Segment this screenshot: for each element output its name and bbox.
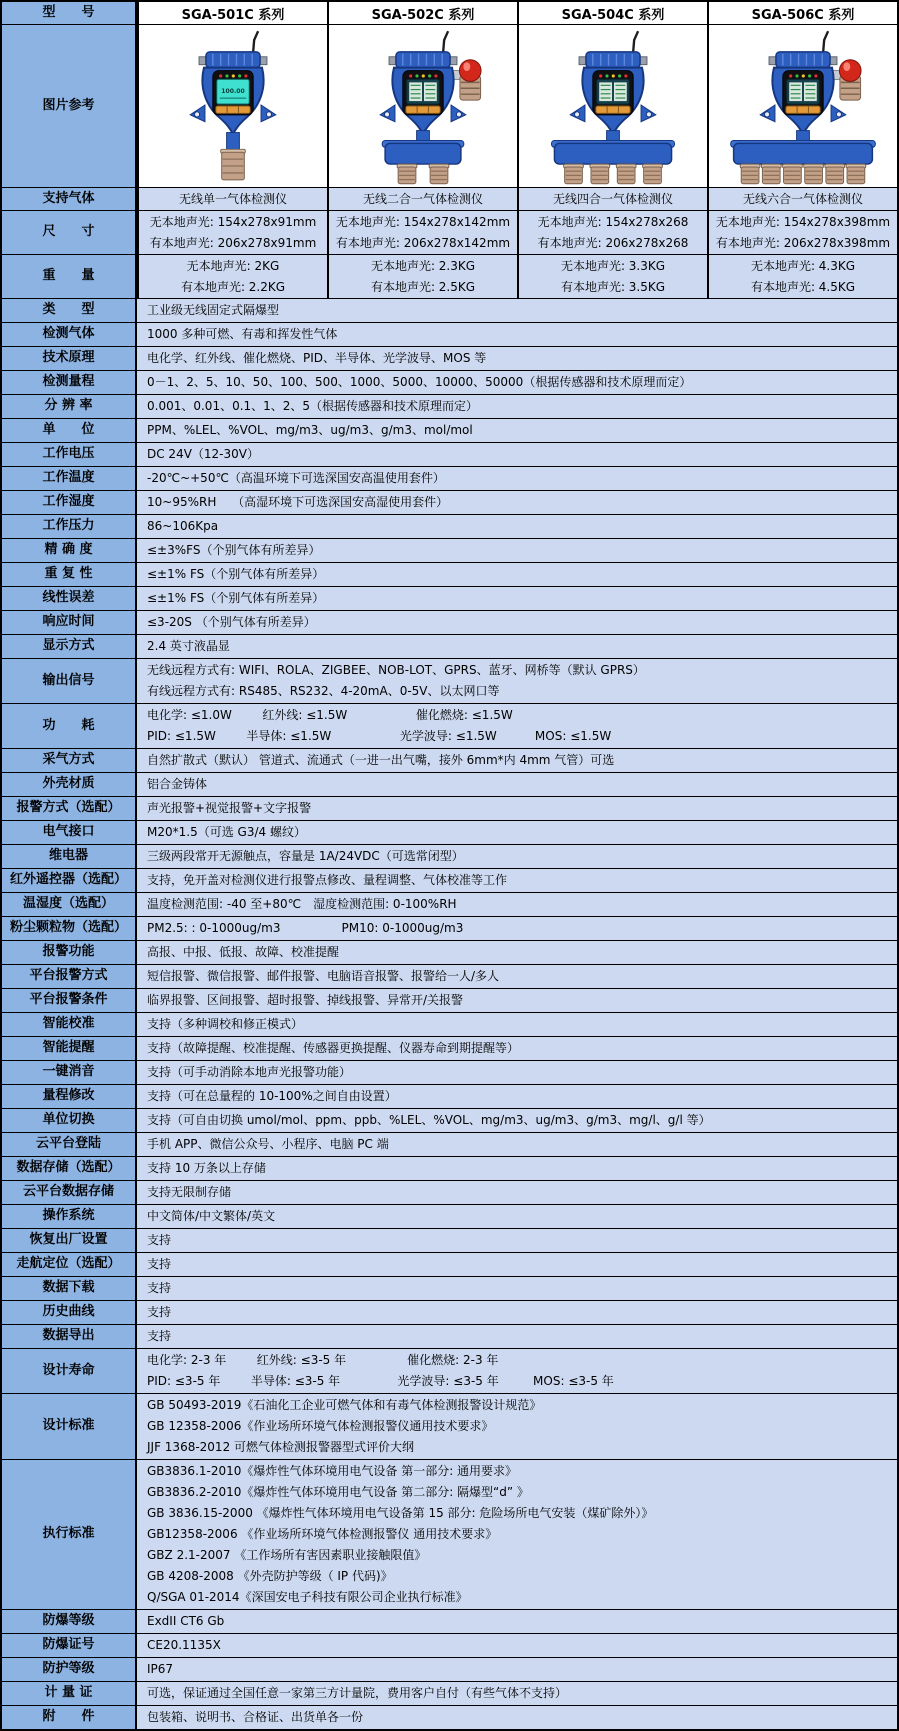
spec-row-label: 工作压力 — [2, 515, 137, 538]
dimension-value — [707, 211, 897, 254]
spec-row-label: 智能校准 — [2, 1013, 137, 1036]
model-header-1: SGA-501C 系列 — [137, 2, 327, 24]
weight-text: 有本地声光: 3.5KG — [560, 279, 666, 294]
spec-row-label: 计 量 证 — [2, 1682, 137, 1705]
weight-text: 有本地声光: 2.5KG — [370, 279, 476, 294]
spec-row-label: 工作温度 — [2, 467, 137, 490]
weight-value — [707, 255, 897, 298]
spec-row-value — [137, 467, 897, 490]
spec-row — [2, 563, 897, 587]
spec-row-label: 防护等级 — [2, 1658, 137, 1681]
spec-row — [2, 917, 897, 941]
gas-type-value — [517, 188, 707, 210]
supported-gas-row — [2, 188, 897, 211]
weight-row — [2, 255, 897, 299]
spec-row — [2, 821, 897, 845]
spec-row — [2, 1394, 897, 1460]
spec-line: 支持 — [147, 1233, 172, 1247]
spec-line: Q/SGA 01-2014《深国安电子科技有限公司企业执行标准》 — [147, 1590, 468, 1604]
spec-row — [2, 845, 897, 869]
weight-text: 有本地声光: 4.5KG — [750, 279, 856, 294]
spec-row-value — [137, 371, 897, 394]
spec-row — [2, 539, 897, 563]
spec-row-label: 量程修改 — [2, 1085, 137, 1108]
spec-line: ≤±1% FS（个别气体有所差异） — [147, 591, 325, 605]
spec-row — [2, 1133, 897, 1157]
spec-line: PID: ≤3-5 年 半导体: ≤3-5 年 光学波导: ≤3-5 年 MOS: ≤3-5 年 — [147, 1374, 614, 1388]
spec-line: 支持无限制存储 — [147, 1185, 232, 1199]
spec-line: GB12358-2006 《作业场所环境气体检测报警仪 通用技术要求》 — [147, 1527, 498, 1541]
spec-row-label: 设计寿命 — [2, 1349, 137, 1393]
spec-row-label: 维电器 — [2, 845, 137, 868]
image-row-label: 图片参考 — [2, 25, 137, 187]
spec-line: 电化学: ≤1.0W 红外线: ≤1.5W 催化燃烧: ≤1.5W — [147, 708, 513, 722]
gas-type-value — [327, 188, 517, 210]
dimension-value — [517, 211, 707, 254]
spec-row-label: 技术原理 — [2, 347, 137, 370]
spec-row-value — [137, 563, 897, 586]
spec-row-value — [137, 491, 897, 514]
spec-row-value — [137, 539, 897, 562]
spec-row — [2, 1037, 897, 1061]
spec-row — [2, 1658, 897, 1682]
weight-text: 无本地声光: 3.3KG — [560, 258, 666, 273]
spec-line: 有线远程方式有: RS485、RS232、4-20mA、0-5V、以太网口等 — [147, 684, 500, 698]
dimension-text: 无本地声光: 154x278x142mm — [335, 214, 511, 229]
spec-line: 包装箱、说明书、合格证、出货单各一份 — [147, 1710, 364, 1724]
spec-row-label: 一键消音 — [2, 1061, 137, 1084]
product-image-sga-501c — [137, 25, 327, 187]
spec-row-value — [137, 395, 897, 418]
spec-row — [2, 1229, 897, 1253]
spec-row-label: 检测量程 — [2, 371, 137, 394]
spec-row — [2, 1253, 897, 1277]
spec-line: 2.4 英寸液晶显 — [147, 639, 230, 653]
spec-row — [2, 1682, 897, 1706]
spec-row-label: 报警方式（选配） — [2, 797, 137, 820]
spec-line: 支持（故障提醒、校准提醒、传感器更换提醒、仪器寿命到期提醒等） — [147, 1041, 520, 1055]
spec-row — [2, 1205, 897, 1229]
spec-row — [2, 1610, 897, 1634]
spec-line: 临界报警、区间报警、超时报警、掉线报警、异常开/关报警 — [147, 993, 464, 1007]
spec-row-value — [137, 1205, 897, 1228]
spec-row — [2, 1061, 897, 1085]
weight-text: 无本地声光: 2.3KG — [370, 258, 476, 273]
spec-row — [2, 419, 897, 443]
spec-row-value — [137, 443, 897, 466]
spec-row-value — [137, 704, 897, 748]
spec-line: 支持 — [147, 1281, 172, 1295]
spec-row — [2, 299, 897, 323]
spec-line: CE20.1135X — [147, 1638, 221, 1652]
product-image-sga-502c — [327, 25, 517, 187]
spec-line: 支持（多种调校和修正模式） — [147, 1017, 304, 1031]
spec-row-value — [137, 917, 897, 940]
spec-row — [2, 1634, 897, 1658]
spec-row-label: 执行标准 — [2, 1460, 137, 1609]
spec-row — [2, 773, 897, 797]
spec-row-label: 报警功能 — [2, 941, 137, 964]
spec-row — [2, 659, 897, 704]
image-reference-row — [2, 25, 897, 188]
spec-row-label: 功 耗 — [2, 704, 137, 748]
spec-line: 10~95%RH （高湿环境下可选深国安高湿使用套件） — [147, 495, 449, 509]
spec-row-label: 外壳材质 — [2, 773, 137, 796]
spec-line: PID: ≤1.5W 半导体: ≤1.5W 光学波导: ≤1.5W MOS: ≤1.5W — [147, 729, 612, 743]
spec-row-value — [137, 989, 897, 1012]
spec-row — [2, 323, 897, 347]
spec-row — [2, 611, 897, 635]
spec-row — [2, 635, 897, 659]
spec-row-value — [137, 773, 897, 796]
spec-row-label: 走航定位（选配） — [2, 1253, 137, 1276]
gas-type-value — [707, 188, 897, 210]
spec-row — [2, 1460, 897, 1610]
spec-row-value — [137, 1634, 897, 1657]
gas-type-text: 无线二合一气体检测仪 — [362, 191, 483, 206]
spec-row — [2, 1349, 897, 1394]
spec-row-label: 操作系统 — [2, 1205, 137, 1228]
spec-row-value — [137, 1061, 897, 1084]
spec-row-value — [137, 611, 897, 634]
spec-row — [2, 704, 897, 749]
model-header-2: SGA-502C 系列 — [327, 2, 517, 24]
weight-text: 无本地声光: 2KG — [186, 258, 280, 273]
spec-line: GB 4208-2008 《外壳防护等级（ IP 代码)》 — [147, 1569, 393, 1583]
spec-row — [2, 515, 897, 539]
spec-line: 工业级无线固定式隔爆型 — [147, 303, 280, 317]
weight-value — [137, 255, 327, 298]
spec-line: GB3836.2-2010《爆炸性气体环境用电气设备 第二部分: 隔爆型“d” 》 — [147, 1485, 529, 1499]
spec-row-value — [137, 635, 897, 658]
spec-row-value — [137, 419, 897, 442]
spec-row-value — [137, 869, 897, 892]
dimension-text: 有本地声光: 206x278x91mm — [149, 235, 317, 250]
spec-line: ≤±3%FS（个别气体有所差异） — [147, 543, 321, 557]
header-model-label: 型 号 — [2, 2, 137, 24]
spec-row-label: 单位切换 — [2, 1109, 137, 1132]
spec-row-value — [137, 1301, 897, 1324]
spec-line: ≤3-20S （个别气体有所差异） — [147, 615, 316, 629]
spec-row-value — [137, 323, 897, 346]
spec-line: GB3836.1-2010《爆炸性气体环境用电气设备 第一部分: 通用要求》 — [147, 1464, 518, 1478]
spec-row-value — [137, 1037, 897, 1060]
spec-row-value — [137, 515, 897, 538]
spec-row-value — [137, 1085, 897, 1108]
spec-line: 手机 APP、微信公众号、小程序、电脑 PC 端 — [147, 1137, 389, 1151]
spec-line: 0.001、0.01、0.1、1、2、5（根据传感器和技术原理而定） — [147, 399, 479, 413]
dimension-value — [327, 211, 517, 254]
dimension-text: 无本地声光: 154x278x268 — [537, 214, 689, 229]
spec-row — [2, 965, 897, 989]
spec-row — [2, 587, 897, 611]
spec-row-value — [137, 1658, 897, 1681]
spec-row — [2, 1085, 897, 1109]
dimension-text: 无本地声光: 154x278x91mm — [149, 214, 317, 229]
spec-row-value — [137, 1133, 897, 1156]
spec-row — [2, 467, 897, 491]
spec-row-value — [137, 1460, 897, 1609]
spec-row-value — [137, 845, 897, 868]
spec-row-value — [137, 299, 897, 322]
spec-row-label: 响应时间 — [2, 611, 137, 634]
spec-line: 自然扩散式（默认） 管道式、流通式（一进一出气嘴，接外 6mm*内 4mm 气管）可选 — [147, 753, 615, 767]
spec-row-value — [137, 965, 897, 988]
spec-row-value — [137, 347, 897, 370]
spec-row — [2, 395, 897, 419]
spec-row-value — [137, 1610, 897, 1633]
spec-row-label: 工作湿度 — [2, 491, 137, 514]
spec-row-value — [137, 821, 897, 844]
spec-line: 支持，免开盖对检测仪进行报警点修改、量程调整、气体校准等工作 — [147, 873, 508, 887]
spec-row-value — [137, 1229, 897, 1252]
spec-line: 0－1、2、5、10、50、100、500、1000、5000、10000、50000（根据传感器和技术原理而定） — [147, 375, 692, 389]
spec-row — [2, 1157, 897, 1181]
spec-line: 短信报警、微信报警、邮件报警、电脑语音报警、报警给一人/多人 — [147, 969, 500, 983]
spec-row — [2, 869, 897, 893]
spec-row-label: 分 辨 率 — [2, 395, 137, 418]
spec-row — [2, 941, 897, 965]
spec-line: 支持（可自由切换 umol/mol、ppm、ppb、%LEL、%VOL、mg/m3、ug/m3、g/m3、mg/l、g/l 等） — [147, 1113, 711, 1127]
spec-line: GB 12358-2006《作业场所环境气体检测报警仪通用技术要求》 — [147, 1419, 494, 1433]
dimension-value — [137, 211, 327, 254]
spec-line: 铝合金铸体 — [147, 777, 208, 791]
spec-row — [2, 347, 897, 371]
spec-line: 支持 — [147, 1257, 172, 1271]
spec-line: 电化学、红外线、催化燃烧、PID、半导体、光学波导、MOS 等 — [147, 351, 487, 365]
gas-row-label: 支持气体 — [2, 188, 137, 210]
spec-line: IP67 — [147, 1662, 174, 1676]
spec-line: 温度检测范围: -40 至+80℃ 湿度检测范围: 0-100%RH — [147, 897, 457, 911]
spec-row — [2, 749, 897, 773]
spec-row-label: 平台报警方式 — [2, 965, 137, 988]
spec-row-label: 云平台数据存储 — [2, 1181, 137, 1204]
spec-row-label: 云平台登陆 — [2, 1133, 137, 1156]
spec-line: -20℃~+50℃（高温环境下可选深国安高温使用套件） — [147, 471, 445, 485]
spec-row-value — [137, 893, 897, 916]
spec-row-label: 粉尘颗粒物（选配） — [2, 917, 137, 940]
spec-line: 支持 10 万条以上存储 — [147, 1161, 266, 1175]
spec-line: 中文简体/中文繁体/英文 — [147, 1209, 276, 1223]
spec-line: JJF 1368-2012 可燃气体检测报警器型式评价大纲 — [147, 1440, 415, 1454]
spec-row-label: 工作电压 — [2, 443, 137, 466]
spec-row — [2, 1013, 897, 1037]
spec-line: 支持 — [147, 1329, 172, 1343]
gas-type-text: 无线六合一气体检测仪 — [742, 191, 863, 206]
spec-line: ≤±1% FS（个别气体有所差异） — [147, 567, 325, 581]
spec-row-label: 数据存储（选配） — [2, 1157, 137, 1180]
spec-row — [2, 989, 897, 1013]
spec-row — [2, 1325, 897, 1349]
spec-row-label: 平台报警条件 — [2, 989, 137, 1012]
spec-line: 支持 — [147, 1305, 172, 1319]
spec-row-value — [137, 1394, 897, 1459]
spec-row — [2, 443, 897, 467]
spec-row-label: 恢复出厂设置 — [2, 1229, 137, 1252]
model-header-3: SGA-504C 系列 — [517, 2, 707, 24]
dimension-text: 无本地声光: 154x278x398mm — [715, 214, 891, 229]
weight-text: 有本地声光: 2.2KG — [180, 279, 286, 294]
spec-row-label: 温湿度（选配） — [2, 893, 137, 916]
table-header-row — [2, 2, 897, 25]
spec-row — [2, 1301, 897, 1325]
spec-row-value — [137, 1277, 897, 1300]
spec-row-label: 显示方式 — [2, 635, 137, 658]
spec-line: M20*1.5（可选 G3/4 螺纹） — [147, 825, 306, 839]
spec-row — [2, 1181, 897, 1205]
spec-line: 支持（可在总量程的 10-100%之间自由设置） — [147, 1089, 397, 1103]
spec-row-value — [137, 1181, 897, 1204]
spec-row — [2, 1277, 897, 1301]
spec-line: GBZ 2.1-2007 《工作场所有害因素职业接触限值》 — [147, 1548, 427, 1562]
spec-row-value — [137, 1253, 897, 1276]
spec-row-label: 防爆证号 — [2, 1634, 137, 1657]
product-image-sga-506c — [707, 25, 897, 187]
spec-row-value — [137, 1109, 897, 1132]
spec-row-label: 历史曲线 — [2, 1301, 137, 1324]
spec-row-value — [137, 1157, 897, 1180]
spec-row-value — [137, 659, 897, 703]
weight-value — [327, 255, 517, 298]
weight-value — [517, 255, 707, 298]
product-image-sga-504c — [517, 25, 707, 187]
spec-line: GB 50493-2019《石油化工企业可燃气体和有毒气体检测报警设计规范》 — [147, 1398, 542, 1412]
spec-row-value — [137, 941, 897, 964]
spec-row-value — [137, 749, 897, 772]
spec-line: ExdII CT6 Gb — [147, 1614, 225, 1628]
spec-row-label: 采气方式 — [2, 749, 137, 772]
dimension-text: 有本地声光: 206x278x142mm — [335, 235, 511, 250]
spec-row — [2, 1109, 897, 1133]
spec-row-label: 重 复 性 — [2, 563, 137, 586]
spec-row-value — [137, 1706, 897, 1729]
spec-line: GB 3836.15-2000 《爆炸性气体环境用电气设备第 15 部分: 危险场所电气安装（煤矿除外）》 — [147, 1506, 654, 1520]
spec-line: 支持（可手动消除本地声光报警功能） — [147, 1065, 352, 1079]
spec-row-label: 附 件 — [2, 1706, 137, 1729]
spec-row — [2, 371, 897, 395]
svg-text:100.00: 100.00 — [221, 88, 245, 96]
spec-row-label: 电气接口 — [2, 821, 137, 844]
spec-row-value — [137, 1349, 897, 1393]
spec-row-label: 红外遥控器（选配） — [2, 869, 137, 892]
spec-row — [2, 491, 897, 515]
spec-line: 无线远程方式有: WIFI、ROLA、ZIGBEE、NOB-LOT、GPRS、蓝牙、网桥等（默认 GPRS） — [147, 663, 645, 677]
gas-type-text: 无线四合一气体检测仪 — [552, 191, 673, 206]
spec-row-label: 线性误差 — [2, 587, 137, 610]
weight-text: 无本地声光: 4.3KG — [750, 258, 856, 273]
spec-line: 1000 多种可燃、有毒和挥发性气体 — [147, 327, 338, 341]
spec-line: 电化学: 2-3 年 红外线: ≤3-5 年 催化燃烧: 2-3 年 — [147, 1353, 499, 1367]
model-header-4: SGA-506C 系列 — [707, 2, 897, 24]
spec-line: PM2.5: : 0-1000ug/m3 PM10: 0-1000ug/m3 — [147, 921, 464, 935]
dimension-row — [2, 211, 897, 255]
spec-row-label: 数据导出 — [2, 1325, 137, 1348]
gas-type-value — [137, 188, 327, 210]
spec-line: 声光报警+视觉报警+文字报警 — [147, 801, 312, 815]
spec-row-label: 检测气体 — [2, 323, 137, 346]
dimension-row-label: 尺 寸 — [2, 211, 137, 254]
spec-row-value — [137, 1325, 897, 1348]
weight-row-label: 重 量 — [2, 255, 137, 298]
spec-row-value — [137, 1013, 897, 1036]
spec-row-value — [137, 1682, 897, 1705]
spec-row-label: 类 型 — [2, 299, 137, 322]
spec-row — [2, 797, 897, 821]
dimension-text: 有本地声光: 206x278x398mm — [715, 235, 891, 250]
gas-type-text: 无线单一气体检测仪 — [178, 191, 287, 206]
spec-row-label: 输出信号 — [2, 659, 137, 703]
spec-row — [2, 1706, 897, 1729]
spec-line: 86~106Kpa — [147, 519, 219, 533]
spec-row-label: 智能提醒 — [2, 1037, 137, 1060]
spec-row — [2, 893, 897, 917]
spec-row-label: 数据下载 — [2, 1277, 137, 1300]
spec-row-value — [137, 797, 897, 820]
spec-line: 三级两段常开无源触点，容量是 1A/24VDC（可选常闭型） — [147, 849, 464, 863]
spec-row-label: 设计标准 — [2, 1394, 137, 1459]
spec-row-value — [137, 587, 897, 610]
spec-row-label: 防爆等级 — [2, 1610, 137, 1633]
dimension-text: 有本地声光: 206x278x268 — [537, 235, 689, 250]
spec-row-label: 单 位 — [2, 419, 137, 442]
spec-line: PPM、%LEL、%VOL、mg/m3、ug/m3、g/m3、mol/mol — [147, 423, 473, 437]
spec-line: 高报、中报、低报、故障、校准提醒 — [147, 945, 340, 959]
spec-line: DC 24V（12-30V） — [147, 447, 259, 461]
spec-row-label: 精 确 度 — [2, 539, 137, 562]
spec-line: 可选，保证通过全国任意一家第三方计量院，费用客户自付（有些气体不支持） — [147, 1686, 568, 1700]
